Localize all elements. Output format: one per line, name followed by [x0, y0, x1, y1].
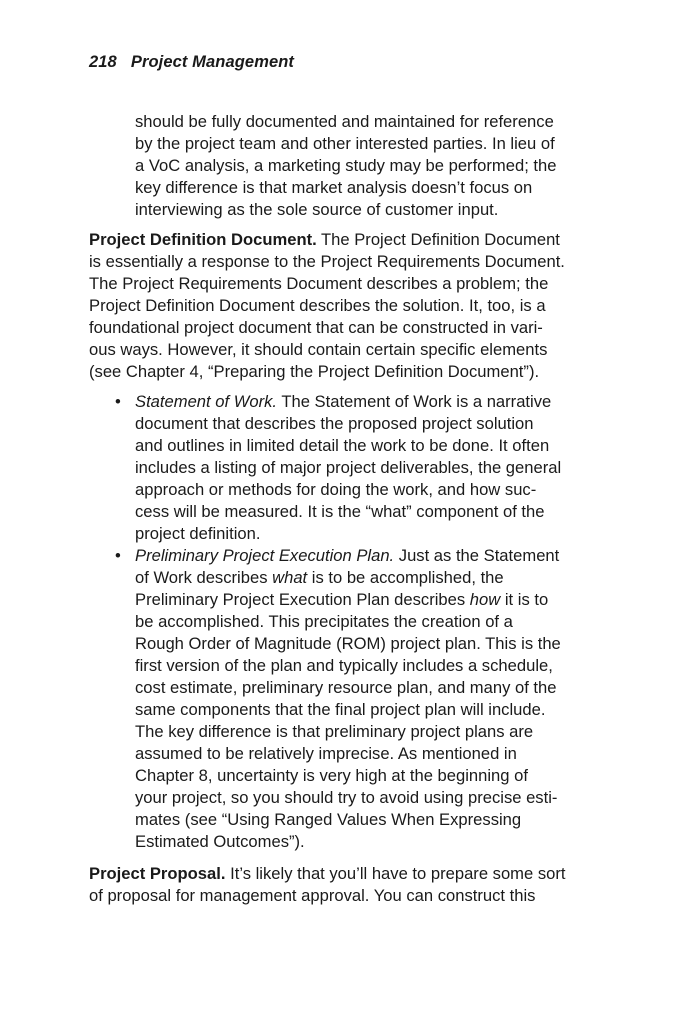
text-line: Project Definition Document. The Project Definition Document: [89, 230, 560, 249]
text-line: project definition.: [135, 524, 261, 543]
book-title: Project Management: [130, 53, 295, 71]
text-line: includes a listing of major project deliverables, the general: [135, 458, 562, 477]
text-line: first version of the plan and typically includes a schedule,: [135, 656, 553, 675]
text-line: approach or methods for doing the work, and how suc-: [135, 480, 537, 499]
page-number: 218: [89, 53, 117, 71]
text-line: same components that the final project plan will include.: [135, 700, 546, 719]
emphasis: how: [469, 590, 501, 609]
text-line: is essentially a response to the Project Requirements Document.: [89, 252, 565, 271]
text-line: of proposal for management approval. You can construct this: [89, 886, 536, 905]
text-line: cost estimate, preliminary resource plan, and many of the: [135, 678, 557, 697]
text-line: your project, so you should try to avoid using precise esti-: [135, 788, 558, 807]
body-text: [0, 111, 682, 907]
proposal-paragraph: [0, 863, 682, 907]
text-line: Project Proposal. It’s likely that you’ll have to prepare some sort: [89, 864, 566, 883]
bullet-title: Statement of Work.: [135, 392, 278, 411]
text-line: by the project team and other interested parties. In lieu of: [135, 134, 555, 153]
text-line: Estimated Outcomes”).: [135, 832, 305, 851]
text-line: document that describes the proposed project solution: [135, 414, 534, 433]
text-line: a VoC analysis, a marketing study may be performed; the: [135, 156, 557, 175]
text-line: assumed to be relatively imprecise. As mentioned in: [135, 744, 517, 763]
bullet-preliminary-plan: [0, 545, 682, 853]
text-line: key difference is that market analysis doesn’t focus on: [135, 178, 533, 197]
text-line: The key difference is that preliminary project plans are: [135, 722, 534, 741]
bullet-icon: •: [115, 546, 121, 565]
text-line: cess will be measured. It is the “what” component of the: [135, 502, 545, 521]
text-line: Chapter 8, uncertainty is very high at the beginning of: [135, 766, 528, 785]
text-line: Rough Order of Magnitude (ROM) project plan. This is the: [135, 634, 561, 653]
text-line: and outlines in limited detail the work to be done. It often: [135, 436, 550, 455]
text-line: Preliminary Project Execution Plan describes how it is to: [135, 590, 549, 609]
text-line: interviewing as the sole source of customer input.: [135, 200, 499, 219]
section-heading: Project Proposal.: [89, 864, 226, 883]
text-line: • Preliminary Project Execution Plan. Just as the Statement: [115, 546, 560, 565]
text-line: The Project Requirements Document describes a problem; the: [89, 274, 549, 293]
emphasis: what: [272, 568, 308, 587]
text-line: ous ways. However, it should contain certain specific elements: [89, 340, 548, 359]
definition-paragraph: [0, 229, 682, 383]
text-line: (see Chapter 4, “Preparing the Project Definition Document”).: [89, 362, 540, 381]
section-heading: Project Definition Document.: [89, 230, 317, 249]
text-line: mates (see “Using Ranged Values When Expressing: [135, 810, 522, 829]
text-line: should be fully documented and maintained for reference: [135, 112, 554, 131]
bullet-statement-of-work: [0, 391, 682, 545]
text-line: Project Definition Document describes the solution. It, too, is a: [89, 296, 546, 315]
running-head: [89, 53, 294, 72]
text-line: foundational project document that can be constructed in vari-: [89, 318, 543, 337]
text-line: be accomplished. This precipitates the creation of a: [135, 612, 513, 631]
text-line: of Work describes what is to be accomplished, the: [135, 568, 504, 587]
bullet-title: Preliminary Project Execution Plan.: [135, 546, 395, 565]
text-line: • Statement of Work. The Statement of Work is a narrative: [115, 392, 552, 411]
bullet-icon: •: [115, 392, 121, 411]
continuation-paragraph: [0, 111, 682, 221]
